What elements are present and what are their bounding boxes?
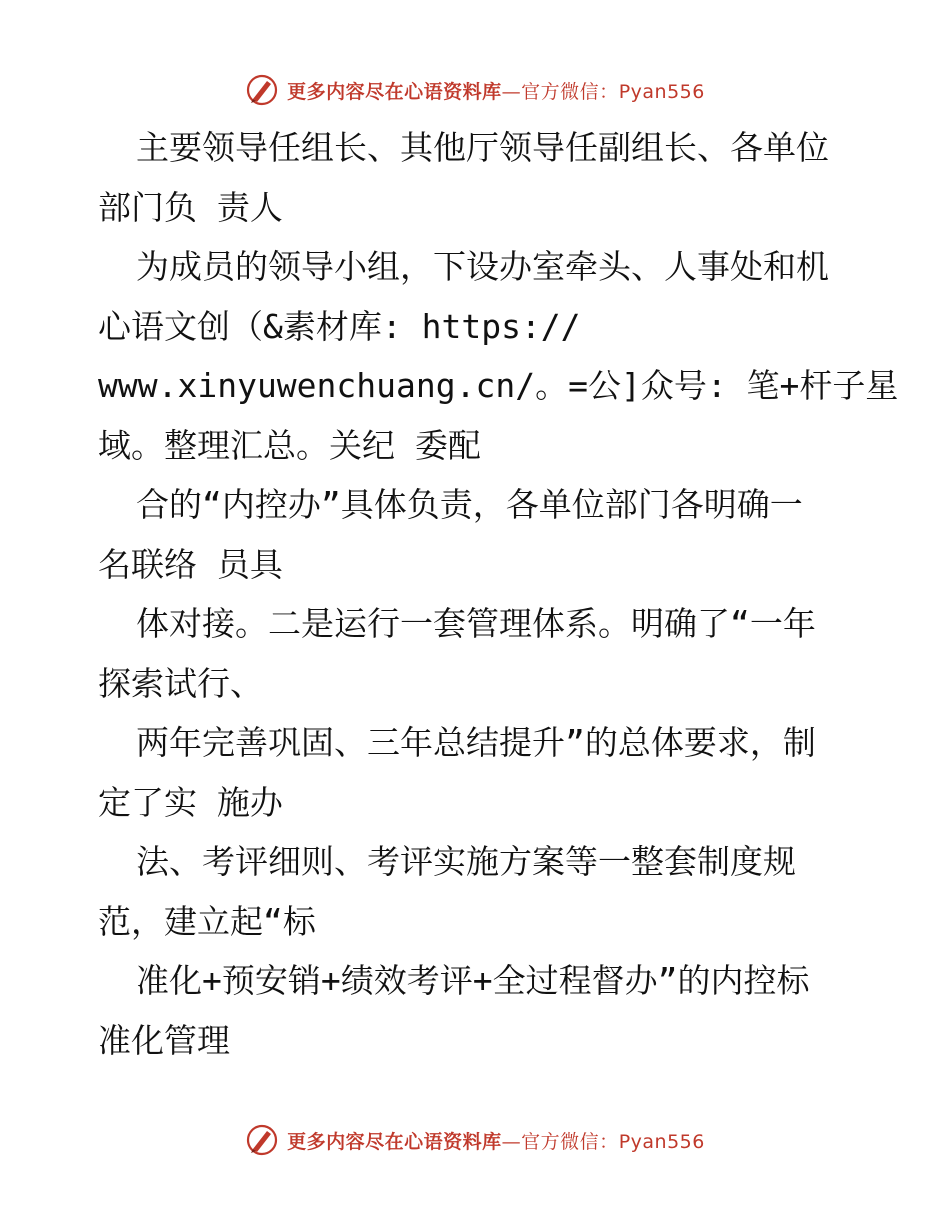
text-line-3: 为成员的领导小组，下设办室牵头、人事处和机 bbox=[136, 247, 829, 286]
header-wechat-label: 官方微信： bbox=[521, 80, 619, 103]
footer-banner bbox=[0, 1120, 950, 1160]
text-line-15: 准化+预安销+绩效考评+全过程督办”的内控标 bbox=[136, 961, 810, 1000]
text-line-10: 探索试行、 bbox=[98, 663, 263, 703]
footer-site-text: 更多内容尽在心语资料库 bbox=[287, 1130, 502, 1153]
text-line-6: 域。整理汇总。关纪 委配 bbox=[98, 425, 481, 465]
footer-wechat-label: 官方微信： bbox=[521, 1130, 619, 1153]
text-line-8: 名联络 员具 bbox=[98, 544, 283, 584]
header-site-text: 更多内容尽在心语资料库 bbox=[287, 80, 502, 103]
text-line-14: 范，建立起“标 bbox=[98, 901, 316, 941]
text-line-13: 法、考评细则、考评实施方案等一整套制度规 bbox=[136, 842, 796, 881]
text-line-4: 心语文创（&素材库: https:// bbox=[98, 306, 581, 346]
text-line-1: 主要领导任组长、其他厅领导任副组长、各单位 bbox=[136, 128, 829, 167]
text-line-7: 合的“内控办”具体负责，各单位部门各明确一 bbox=[136, 485, 803, 524]
text-line-12: 定了实 施办 bbox=[98, 782, 283, 822]
pen-circle-logo-icon bbox=[245, 1123, 279, 1157]
header-dash: — bbox=[501, 80, 522, 103]
header-banner-text bbox=[287, 77, 705, 104]
text-line-9: 体对接。二是运行一套管理体系。明确了“一年 bbox=[136, 604, 816, 643]
footer-wechat-id: Pyan556 bbox=[618, 1130, 705, 1153]
header-banner bbox=[0, 70, 950, 110]
header-wechat-id: Pyan556 bbox=[618, 80, 705, 103]
text-line-2: 部门负 责人 bbox=[98, 187, 283, 227]
text-line-16: 准化管理 bbox=[98, 1020, 230, 1060]
document-body bbox=[98, 118, 899, 1070]
footer-banner-text bbox=[287, 1127, 705, 1154]
footer-dash: — bbox=[501, 1130, 522, 1153]
pen-circle-logo-icon bbox=[245, 73, 279, 107]
text-line-11: 两年完善巩固、三年总结提升”的总体要求，制 bbox=[136, 723, 816, 762]
text-line-5: www.xinyuwenchuang.cn/。=公]众号: 笔+杆子星 bbox=[98, 366, 899, 405]
